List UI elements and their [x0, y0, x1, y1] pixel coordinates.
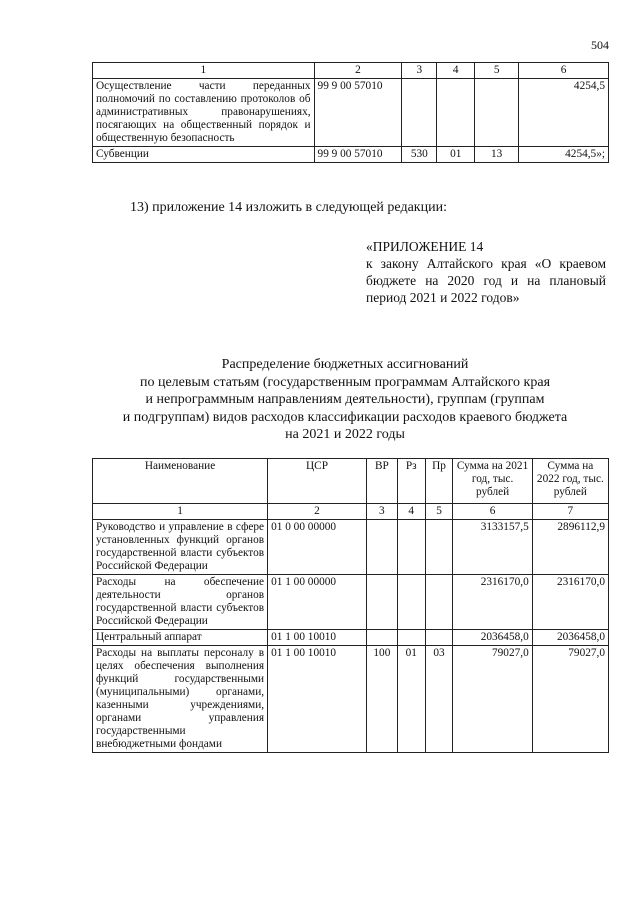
- header-sum-2022: Сумма на 2022 год, тыс. рублей: [532, 459, 608, 504]
- table-caption: [80, 356, 610, 444]
- row-sum-2022: 2036458,0: [532, 630, 608, 646]
- row-sum-2021: 79027,0: [453, 646, 532, 753]
- column-number: 5: [475, 63, 519, 79]
- caption-line: Распределение бюджетных ассигнований: [221, 357, 469, 372]
- header-pr: Пр: [425, 459, 453, 504]
- page-number: 504: [591, 38, 609, 52]
- table-row: [93, 79, 609, 147]
- row-vr: [366, 575, 397, 630]
- row-sum: 4254,5»;: [519, 147, 609, 163]
- column-number: 7: [532, 504, 608, 520]
- row-csr: 99 9 00 57010: [314, 79, 402, 147]
- row-rz: [397, 575, 425, 630]
- row-name: Осуществление части переданных полномочий по составлению протоколов об административных правонарушениях, посягающих на общественный порядок и общественную безопасность: [93, 79, 315, 147]
- row-vr: 100: [366, 646, 397, 753]
- row-sum-2022: 2896112,9: [532, 520, 608, 575]
- row-sum-2021: 3133157,5: [453, 520, 532, 575]
- row-name: Расходы на обеспечение деятельности органов государственной власти субъектов Российской Федерации: [93, 575, 268, 630]
- row-rz: [397, 520, 425, 575]
- column-number: 6: [519, 63, 609, 79]
- row-pr: 13: [475, 147, 519, 163]
- row-pr: 03: [425, 646, 453, 753]
- row-sum-2021: 2036458,0: [453, 630, 532, 646]
- row-vr: [366, 630, 397, 646]
- row-rz: 01: [397, 646, 425, 753]
- appendix-title: «ПРИЛОЖЕНИЕ 14: [366, 239, 484, 254]
- row-name: Центральный аппарат: [93, 630, 268, 646]
- table-row: [93, 147, 609, 163]
- row-sum-2022: 2316170,0: [532, 575, 608, 630]
- header-vr: ВР: [366, 459, 397, 504]
- column-number: 5: [425, 504, 453, 520]
- row-name: Руководство и управление в сфере установленных функций органов государственной власти субъектов Российской Федерации: [93, 520, 268, 575]
- caption-line: и непрограммным направлениям деятельности), группам (группам: [145, 392, 545, 407]
- row-sum: 4254,5: [519, 79, 609, 147]
- row-pr: [425, 520, 453, 575]
- row-vr: 530: [402, 147, 437, 163]
- column-number: 3: [402, 63, 437, 79]
- caption-line: по целевым статьям (государственным программам Алтайского края: [139, 374, 551, 390]
- header-name: Наименование: [93, 459, 268, 504]
- row-pr: [475, 79, 519, 147]
- table-column-numbers: [93, 63, 609, 79]
- row-pr: [425, 575, 453, 630]
- row-csr: 01 1 00 10010: [268, 630, 367, 646]
- column-number: 6: [453, 504, 532, 520]
- column-number: 3: [366, 504, 397, 520]
- row-vr: [366, 520, 397, 575]
- header-rz: Рз: [397, 459, 425, 504]
- table-row: [93, 520, 609, 575]
- row-rz: [437, 79, 475, 147]
- table-column-numbers: [93, 504, 609, 520]
- header-csr: ЦСР: [268, 459, 367, 504]
- row-pr: [425, 630, 453, 646]
- column-number: 1: [93, 504, 268, 520]
- table-header: [93, 459, 609, 504]
- row-sum-2022: 79027,0: [532, 646, 608, 753]
- header-sum-2021: Сумма на 2021 год, тыс. рублей: [453, 459, 532, 504]
- instruction-text: 13) приложение 14 изложить в следующей редакции:: [130, 200, 447, 215]
- column-number: 4: [397, 504, 425, 520]
- row-csr: 01 1 00 10010: [268, 646, 367, 753]
- column-number: 2: [268, 504, 367, 520]
- budget-table: [92, 458, 609, 753]
- table-row: [93, 646, 609, 753]
- caption-line: на 2021 и 2022 годы: [285, 427, 405, 442]
- row-rz: 01: [437, 147, 475, 163]
- row-name: Расходы на выплаты персоналу в целях обеспечения выполнения функций государственными (муниципальными) органами, казенными учреждениями, органами управления государственными внебюджетными фондами: [93, 646, 268, 753]
- appendix-text: к закону Алтайского края «О краевом бюджете на 2020 год и на плановый период 2021 и 2022 годов»: [366, 256, 606, 305]
- table-row: [93, 575, 609, 630]
- column-number: 4: [437, 63, 475, 79]
- row-name: Субвенции: [93, 147, 315, 163]
- appendix-header: [366, 238, 606, 306]
- row-csr: 01 1 00 00000: [268, 575, 367, 630]
- caption-line: и подгруппам) видов расходов классификации расходов краевого бюджета: [122, 409, 568, 425]
- row-csr: 01 0 00 00000: [268, 520, 367, 575]
- column-number: 2: [314, 63, 402, 79]
- row-rz: [397, 630, 425, 646]
- row-sum-2021: 2316170,0: [453, 575, 532, 630]
- row-csr: 99 9 00 57010: [314, 147, 402, 163]
- column-number: 1: [93, 63, 315, 79]
- table-row: [93, 630, 609, 646]
- row-vr: [402, 79, 437, 147]
- continued-table: [92, 62, 609, 163]
